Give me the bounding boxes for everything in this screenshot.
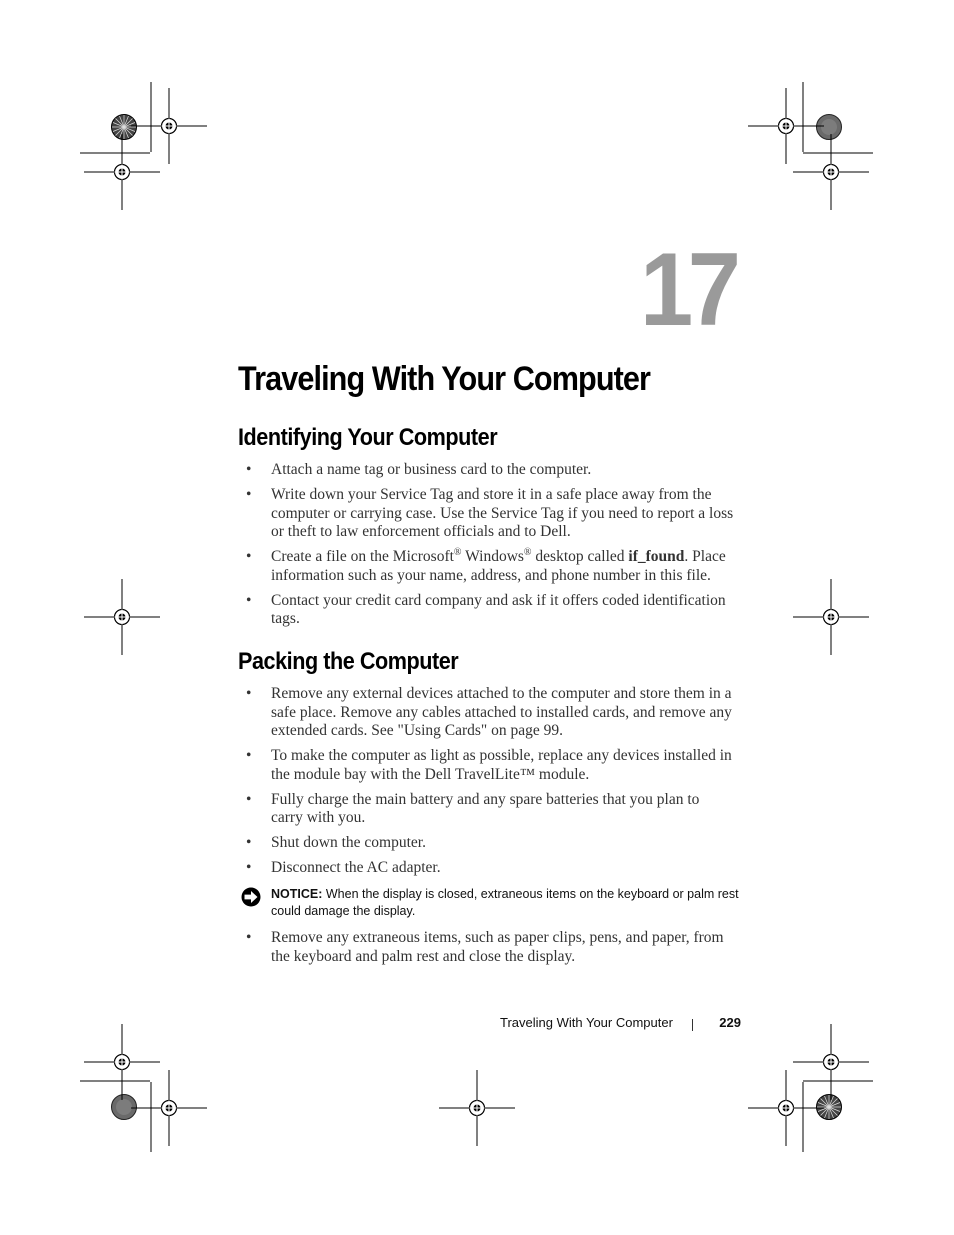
notice-arrow-icon <box>240 887 262 907</box>
section-heading-identifying: Identifying Your Computer <box>238 424 498 451</box>
notice-label: NOTICE: <box>271 887 323 901</box>
list-item: • Fully charge the main battery and any spare batteries that you plan to carry with you. <box>246 791 734 828</box>
chapter-number: 17 <box>640 232 736 348</box>
list-item: • Disconnect the AC adapter. <box>246 859 734 878</box>
list-item: • Write down your Service Tag and store it in a safe place away from the computer or carrying case. Use the Service Tag if you need to report a loss or theft to law enforcement officials and to Dell. <box>246 486 734 542</box>
footer-divider <box>692 1019 693 1031</box>
section-heading-packing: Packing the Computer <box>238 648 459 675</box>
packing-list-continued <box>246 929 734 973</box>
chapter-title: Traveling With Your Computer <box>238 360 651 398</box>
list-item: • Create a file on the Microsoft® Windows® desktop called if_found. Place information such as your name, address, and phone number in this file. <box>246 548 734 585</box>
notice-box <box>240 886 740 920</box>
packing-list <box>246 685 734 884</box>
list-item: • To make the computer as light as possible, replace any devices installed in the module bay with the Dell TravelLite™ module. <box>246 747 734 784</box>
running-footer-title: Traveling With Your Computer <box>500 1015 673 1030</box>
list-item: • Contact your credit card company and ask if it offers coded identification tags. <box>246 592 734 629</box>
page-number: 229 <box>719 1015 741 1030</box>
list-item: • Remove any external devices attached to the computer and store them in a safe place. Remove any cables attached to installed cards, and remove any extended cards. See "Using Cards" on page 99. <box>246 685 734 741</box>
list-item: • Remove any extraneous items, such as paper clips, pens, and paper, from the keyboard and palm rest and close the display. <box>246 929 734 966</box>
notice-text: When the display is closed, extraneous items on the keyboard or palm rest could damage the display. <box>271 887 739 918</box>
registered-mark: ® <box>453 546 462 558</box>
list-item: • Shut down the computer. <box>246 834 734 853</box>
registered-mark: ® <box>523 546 532 558</box>
identifying-list <box>246 461 734 635</box>
list-item: • Attach a name tag or business card to the computer. <box>246 461 734 480</box>
filename: if_found <box>628 548 685 565</box>
